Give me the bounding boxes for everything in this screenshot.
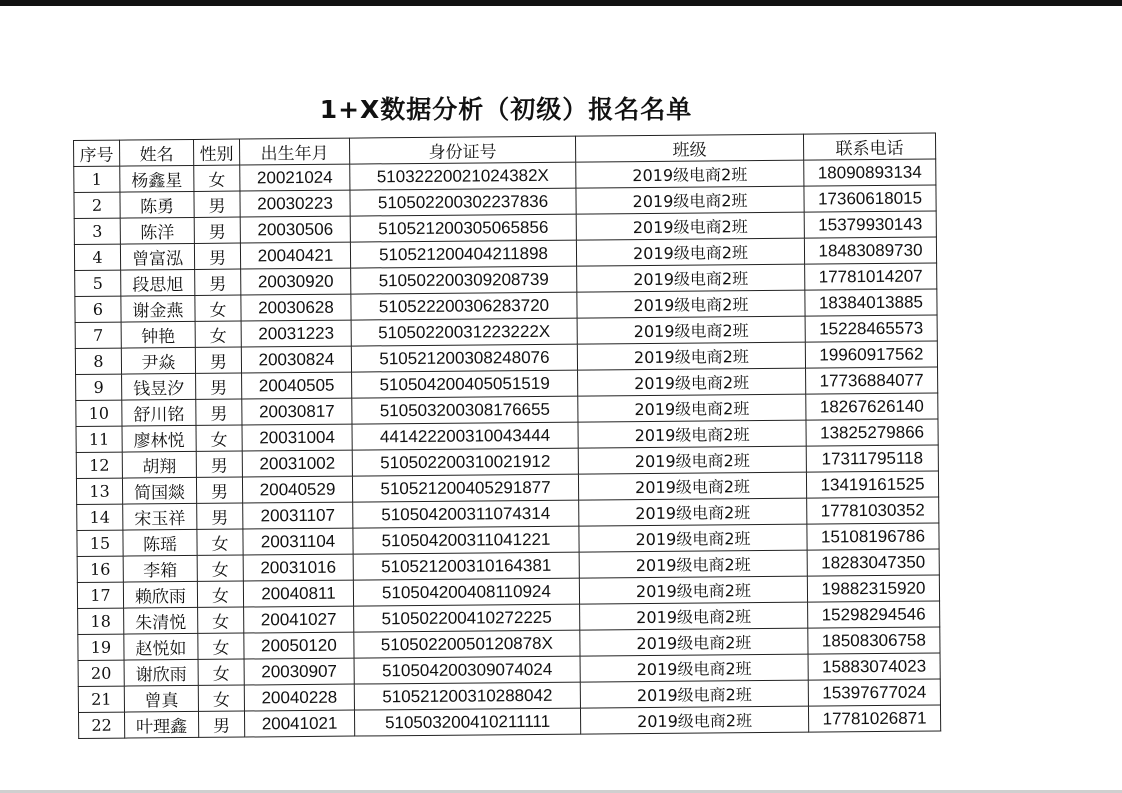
cell-id: 441422200310043444 xyxy=(352,422,578,450)
cell-phone: 17736884077 xyxy=(806,367,938,394)
scan-top-edge xyxy=(0,0,1122,6)
cell-phone: 17781026871 xyxy=(808,705,940,732)
cell-gender: 男 xyxy=(195,269,241,295)
cell-gender: 女 xyxy=(194,165,240,191)
cell-id: 510522200306283720 xyxy=(351,292,577,320)
cell-birth: 20031223 xyxy=(241,320,351,347)
cell-name: 舒川铭 xyxy=(122,399,196,426)
document-title: 1+X数据分析（初级）报名名单 xyxy=(319,95,693,124)
cell-birth: 20031002 xyxy=(242,450,352,477)
cell-class: 2019级电商2班 xyxy=(580,680,808,708)
cell-gender: 女 xyxy=(196,425,242,451)
cell-class: 2019级电商2班 xyxy=(578,368,806,396)
cell-id: 510502200310021912 xyxy=(352,448,578,476)
cell-class: 2019级电商2班 xyxy=(577,290,805,318)
cell-gender: 女 xyxy=(198,607,244,633)
cell-id: 510503200410211111 xyxy=(354,708,580,736)
cell-name: 杨鑫星 xyxy=(120,165,194,192)
cell-birth: 20040421 xyxy=(240,242,350,269)
cell-gender: 女 xyxy=(195,295,241,321)
cell-phone: 15397677024 xyxy=(808,679,940,706)
cell-no: 1 xyxy=(74,166,120,192)
cell-class: 2019级电商2班 xyxy=(580,628,808,656)
cell-phone: 19960917562 xyxy=(805,341,937,368)
cell-birth: 20030817 xyxy=(242,398,352,425)
cell-gender: 女 xyxy=(198,685,244,711)
cell-no: 14 xyxy=(77,504,123,530)
cell-id: 510521200310288042 xyxy=(354,682,580,710)
header-phone: 联系电话 xyxy=(803,133,935,160)
cell-name: 陈勇 xyxy=(120,191,194,218)
cell-birth: 20021024 xyxy=(240,164,350,191)
cell-class: 2019级电商2班 xyxy=(577,264,805,292)
cell-no: 10 xyxy=(76,400,122,426)
cell-class: 2019级电商2班 xyxy=(579,550,807,578)
cell-no: 12 xyxy=(76,452,122,478)
cell-id: 510503200308176655 xyxy=(352,396,578,424)
cell-phone: 13419161525 xyxy=(806,471,938,498)
cell-birth: 20040811 xyxy=(243,580,353,607)
cell-id: 510504200309074024 xyxy=(354,656,580,684)
cell-phone: 18483089730 xyxy=(804,237,936,264)
cell-gender: 女 xyxy=(195,321,241,347)
header-birth: 出生年月 xyxy=(239,138,349,165)
cell-class: 2019级电商2班 xyxy=(579,498,807,526)
cell-birth: 20030920 xyxy=(241,268,351,295)
cell-phone: 15883074023 xyxy=(808,653,940,680)
cell-name: 简国燚 xyxy=(122,477,196,504)
cell-class: 2019级电商2班 xyxy=(578,446,806,474)
cell-phone: 17311795118 xyxy=(806,445,938,472)
cell-phone: 17781030352 xyxy=(807,497,939,524)
cell-name: 朱清悦 xyxy=(124,607,198,634)
cell-gender: 女 xyxy=(197,555,243,581)
cell-birth: 20030628 xyxy=(241,294,351,321)
cell-gender: 男 xyxy=(196,451,242,477)
cell-class: 2019级电商2班 xyxy=(580,654,808,682)
header-gender: 性别 xyxy=(193,139,239,165)
cell-birth: 20040505 xyxy=(242,372,352,399)
cell-phone: 15228465573 xyxy=(805,315,937,342)
cell-birth: 20031104 xyxy=(243,528,353,555)
cell-id: 510521200310164381 xyxy=(353,552,579,580)
cell-id: 510504200311074314 xyxy=(353,500,579,528)
cell-no: 9 xyxy=(76,374,122,400)
cell-phone: 18508306758 xyxy=(808,627,940,654)
cell-name: 尹焱 xyxy=(121,347,195,374)
cell-class: 2019级电商2班 xyxy=(576,212,804,240)
cell-name: 曾真 xyxy=(124,685,198,712)
cell-id: 510521200404211898 xyxy=(350,240,576,268)
table-body xyxy=(74,159,941,739)
cell-gender: 女 xyxy=(197,581,243,607)
cell-gender: 女 xyxy=(198,633,244,659)
cell-class: 2019级电商2班 xyxy=(580,706,808,734)
cell-id: 510502200302237836 xyxy=(350,188,576,216)
registration-table xyxy=(73,132,941,739)
cell-phone: 18384013885 xyxy=(805,289,937,316)
cell-gender: 男 xyxy=(196,373,242,399)
cell-phone: 18283047350 xyxy=(807,549,939,576)
cell-birth: 20050120 xyxy=(244,632,354,659)
header-id: 身份证号 xyxy=(349,136,575,164)
cell-phone: 13825279866 xyxy=(806,419,938,446)
cell-class: 2019级电商2班 xyxy=(578,394,806,422)
cell-birth: 20040228 xyxy=(244,684,354,711)
cell-gender: 男 xyxy=(194,243,240,269)
cell-class: 2019级电商2班 xyxy=(580,602,808,630)
cell-birth: 20041021 xyxy=(244,710,354,737)
cell-no: 4 xyxy=(74,244,120,270)
cell-name: 叶理鑫 xyxy=(124,711,198,738)
cell-name: 陈瑶 xyxy=(123,529,197,556)
cell-gender: 女 xyxy=(197,529,243,555)
cell-id: 510502200309208739 xyxy=(351,266,577,294)
cell-birth: 20030907 xyxy=(244,658,354,685)
cell-name: 宋玉祥 xyxy=(123,503,197,530)
cell-phone: 18090893134 xyxy=(804,159,936,186)
cell-id: 51050220031223222X xyxy=(351,318,577,346)
cell-gender: 男 xyxy=(194,217,240,243)
cell-class: 2019级电商2班 xyxy=(576,238,804,266)
cell-no: 13 xyxy=(76,478,122,504)
cell-id: 510521200405291877 xyxy=(352,474,578,502)
cell-id: 510504200408110924 xyxy=(353,578,579,606)
cell-no: 22 xyxy=(78,712,124,738)
cell-gender: 女 xyxy=(198,659,244,685)
cell-name: 谢金燕 xyxy=(121,295,195,322)
cell-phone: 19882315920 xyxy=(807,575,939,602)
cell-name: 曾富泓 xyxy=(120,243,194,270)
cell-class: 2019级电商2班 xyxy=(578,420,806,448)
cell-name: 赖欣雨 xyxy=(123,581,197,608)
header-class: 班级 xyxy=(575,134,803,162)
cell-phone: 15379930143 xyxy=(804,211,936,238)
cell-id: 510504200405051519 xyxy=(352,370,578,398)
cell-no: 15 xyxy=(77,530,123,556)
cell-class: 2019级电商2班 xyxy=(579,524,807,552)
header-name: 姓名 xyxy=(120,139,194,166)
cell-no: 6 xyxy=(75,296,121,322)
cell-gender: 男 xyxy=(197,503,243,529)
cell-name: 陈洋 xyxy=(120,217,194,244)
cell-id: 510521200305065856 xyxy=(350,214,576,242)
cell-name: 赵悦如 xyxy=(124,633,198,660)
cell-class: 2019级电商2班 xyxy=(576,186,804,214)
cell-gender: 男 xyxy=(194,191,240,217)
cell-name: 钟艳 xyxy=(121,321,195,348)
cell-id: 510502200410272225 xyxy=(354,604,580,632)
header-no: 序号 xyxy=(74,140,120,166)
cell-class: 2019级电商2班 xyxy=(576,160,804,188)
cell-gender: 男 xyxy=(198,711,244,737)
cell-birth: 20041027 xyxy=(244,606,354,633)
cell-phone: 15298294546 xyxy=(808,601,940,628)
cell-birth: 20031016 xyxy=(243,554,353,581)
cell-phone: 18267626140 xyxy=(806,393,938,420)
cell-gender: 男 xyxy=(196,477,242,503)
cell-birth: 20031004 xyxy=(242,424,352,451)
cell-birth: 20030223 xyxy=(240,190,350,217)
cell-gender: 男 xyxy=(196,399,242,425)
cell-id: 510504200311041221 xyxy=(353,526,579,554)
cell-birth: 20030824 xyxy=(241,346,351,373)
cell-no: 5 xyxy=(75,270,121,296)
cell-id: 51032220021024382X xyxy=(350,162,576,190)
cell-no: 16 xyxy=(77,556,123,582)
cell-name: 李箱 xyxy=(123,555,197,582)
cell-birth: 20040529 xyxy=(242,476,352,503)
cell-no: 8 xyxy=(75,348,121,374)
cell-phone: 17781014207 xyxy=(805,263,937,290)
cell-no: 18 xyxy=(78,608,124,634)
cell-no: 11 xyxy=(76,426,122,452)
cell-class: 2019级电商2班 xyxy=(578,472,806,500)
cell-no: 2 xyxy=(74,192,120,218)
cell-no: 20 xyxy=(78,660,124,686)
cell-class: 2019级电商2班 xyxy=(577,342,805,370)
cell-name: 段思旭 xyxy=(121,269,195,296)
cell-gender: 男 xyxy=(195,347,241,373)
cell-no: 17 xyxy=(77,582,123,608)
cell-name: 廖林悦 xyxy=(122,425,196,452)
cell-no: 7 xyxy=(75,322,121,348)
cell-class: 2019级电商2班 xyxy=(577,316,805,344)
cell-name: 钱昱汐 xyxy=(122,373,196,400)
cell-name: 胡翔 xyxy=(122,451,196,478)
cell-no: 21 xyxy=(78,686,124,712)
cell-phone: 15108196786 xyxy=(807,523,939,550)
cell-no: 19 xyxy=(78,634,124,660)
cell-birth: 20030506 xyxy=(240,216,350,243)
cell-no: 3 xyxy=(74,218,120,244)
cell-class: 2019级电商2班 xyxy=(579,576,807,604)
cell-birth: 20031107 xyxy=(243,502,353,529)
cell-phone: 17360618015 xyxy=(804,185,936,212)
cell-name: 谢欣雨 xyxy=(124,659,198,686)
cell-id: 510521200308248076 xyxy=(351,344,577,372)
cell-id: 51050220050120878X xyxy=(354,630,580,658)
